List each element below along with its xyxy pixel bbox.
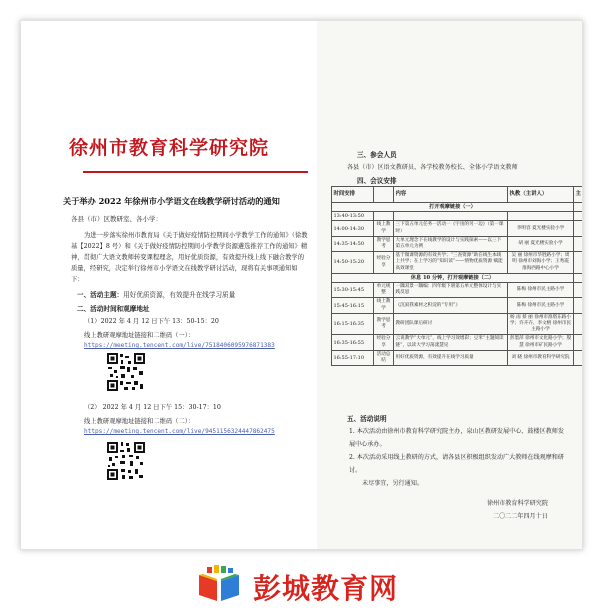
- row-type: [374, 212, 394, 221]
- table-row: [332, 252, 584, 274]
- session2-desc: 线上教研观摩地址链接和二维码（二）：: [84, 418, 195, 425]
- note-2: 2. 本次活动采用线上教研的方式，请各县区积极组织发动广大教师在线观摩和研讨。: [349, 454, 564, 474]
- header-time: 时间安排: [332, 187, 374, 203]
- row-time: 16:55-17:10: [332, 350, 374, 365]
- table-row: [332, 313, 584, 335]
- agenda-heading: 四、会议安排: [357, 177, 397, 185]
- row-type: 教学思考: [374, 236, 394, 251]
- session1-link[interactable]: https://meeting.tencent.com/live/7518406095976871383: [84, 342, 275, 349]
- participants-heading: 三、参会人员: [357, 151, 397, 159]
- row-time: 14:35-14:50: [332, 236, 374, 251]
- row-time: 14:50-15:20: [332, 252, 374, 274]
- table-row: [332, 335, 584, 350]
- row-time: 13:40-13:50: [332, 212, 374, 221]
- note-1: 1. 本次活动由徐州市教育科学研究院主办，泉山区教研发展中心、鼓楼区教师发展中心承办。: [349, 428, 564, 448]
- row-presenter-school: 徐州市民主路小学: [527, 287, 565, 293]
- other-heading: 五、活动说明: [347, 415, 387, 423]
- row-content: 云说教学“大单元”，线上学习效增彩；豆米“主题阅读链”，以读大学习荡漾慧见: [394, 335, 508, 350]
- row-type: 活动总结: [374, 350, 394, 365]
- notice-page-right: [317, 21, 583, 550]
- agenda-header-row: [332, 187, 584, 203]
- notes-list: [349, 425, 564, 490]
- row-presenter: 吴 丽 徐州市华胜路小学；周 明 徐州市刘海小学；王秀霞 淮海西路中心小学: [508, 252, 574, 274]
- row-content: [394, 212, 508, 221]
- session1-time: （1）2022 年 4 月 12 日下午 13：50-15：20: [84, 318, 219, 325]
- table-row: [332, 203, 584, 212]
- row-time: 15:30-15:45: [332, 283, 374, 298]
- section-theme-text: 用好优质资源，有效提升在线学习质量: [123, 291, 236, 299]
- signature: 徐州市教育科学研究院: [487, 500, 548, 507]
- site-logo[interactable]: [195, 565, 415, 605]
- section-time-heading: 二、活动时间和观摩地址: [77, 305, 150, 313]
- header-content: 内容: [394, 187, 508, 203]
- institute-title: 徐州市教育科学研究院: [68, 137, 269, 159]
- header-presenter: 执教（主讲人）: [508, 187, 574, 203]
- row-type: 经验分享: [374, 335, 394, 350]
- salutation: 各县（市）区教研室、各小学：: [71, 215, 162, 223]
- table-row: [332, 283, 584, 298]
- section-theme-label: 一、活动主题：: [77, 291, 124, 299]
- row-presenter: [508, 212, 574, 221]
- row-type: 线上教学: [374, 298, 394, 313]
- row-content: 《沉寂我素材之积淀的“专用”》: [394, 298, 508, 313]
- row-content: 教研团队课后研讨: [394, 313, 508, 335]
- section-theme: [77, 289, 235, 299]
- row-content: 大单元理念下在线教学的设计与实践探索——以三下第五单元为例: [394, 236, 508, 251]
- session-heading-2: 休息 10 分钟，打开观摩链接（二）: [332, 273, 574, 282]
- row-presenter: [508, 283, 574, 298]
- row-time: 16:15-16:35: [332, 313, 374, 335]
- notice-body: 为进一步落实徐州市教育局《关于做好疫情防控期间小学教学工作的通知》（徐教基【2022】8 号）和《关于做好疫情防控期间小学教学资源遴选推荐工作的通知》精神，贯彻广大语文教师转变课程理念，用好优质资源，有效提升线上线下融合教学的质量，经研究，决定举行徐州市小学语文在线教学研讨活动，现将有关事项通知如下：: [71, 232, 308, 283]
- session2-link[interactable]: https://meeting.tencent.com/live/9451156324447862475: [84, 428, 275, 435]
- row-time: 16:35-16:55: [332, 335, 374, 350]
- row-presenter: 李明容 夏光楼实验小学: [508, 221, 574, 236]
- notice-title: 关于举办 2022 年徐州市小学语文在线教学研讨活动的通知: [63, 196, 280, 206]
- logo-text: 彭城教育网: [253, 572, 399, 605]
- header-type: [374, 187, 394, 203]
- row-time: 14:00-14:30: [332, 221, 374, 236]
- row-presenter: 刘 晓 徐州市教育科学研究院: [508, 350, 574, 365]
- row-time: 15:45-16:15: [332, 298, 374, 313]
- table-row: [332, 350, 584, 365]
- agenda-table: [331, 186, 583, 366]
- header-host: 主: [574, 187, 584, 203]
- table-row: [332, 236, 584, 251]
- date: 二〇二二年四月十日: [493, 513, 548, 520]
- participants-text: 各县（市）区语文教研员、各学校教务校长、全体小学语文教师: [347, 164, 518, 171]
- red-divider: [83, 171, 308, 173]
- session1-desc: 线上教研观摩地址链接和二维码（一）：: [84, 332, 195, 339]
- row-type: 教学思考: [374, 313, 394, 335]
- document-frame: [20, 20, 583, 550]
- qr-code-2[interactable]: [106, 441, 146, 481]
- row-presenter: 胡 丽 夏光楼实验小学: [508, 236, 574, 251]
- row-type: 经验分享: [374, 252, 394, 274]
- table-row: [332, 298, 584, 313]
- table-row: [332, 221, 584, 236]
- row-presenter: 杨 雨 蔡 丽 徐州市淮塔东路小学；许卉卉、李文榕 徐州市民主路小学: [508, 313, 574, 335]
- row-content: 基于微课资源的有效共学；“三查资源”助在线生本线上共学；在上学习的“知识读”——情物优质资源 赋能高效课堂: [394, 252, 508, 274]
- note-3: 未尽事宜，另行通知。: [362, 480, 423, 487]
- book-logo-icon: [195, 565, 243, 603]
- row-presenter-name: 陈梅: [516, 287, 526, 293]
- row-content: 三下第五单元任务一活动一《宇宙的另一边》（第一课时）: [394, 221, 508, 236]
- notice-page-left: [21, 21, 317, 550]
- row-type: 线上教学: [374, 221, 394, 236]
- row-content: 一隅双景一隅编：四年级下册第五单元整体设计与实践反思: [394, 283, 508, 298]
- row-presenter: 陈梅 徐州市民主路小学: [508, 298, 574, 313]
- table-row: [332, 212, 584, 221]
- session-heading-1: 打开观摩链接（一）: [332, 203, 574, 212]
- table-row: [332, 273, 584, 282]
- qr-code-1[interactable]: [106, 352, 146, 392]
- session2-time: （2） 2022 年 4 月 12 日下午 15：30-17：10: [84, 404, 221, 411]
- row-content: 用好优质资源，有效提升在线学习质量: [394, 350, 508, 365]
- row-type: 单元规整: [374, 283, 394, 298]
- row-presenter: 彭墨萍 徐州市文化路小学；殷 慧 徐州市矿民路小学: [508, 335, 574, 350]
